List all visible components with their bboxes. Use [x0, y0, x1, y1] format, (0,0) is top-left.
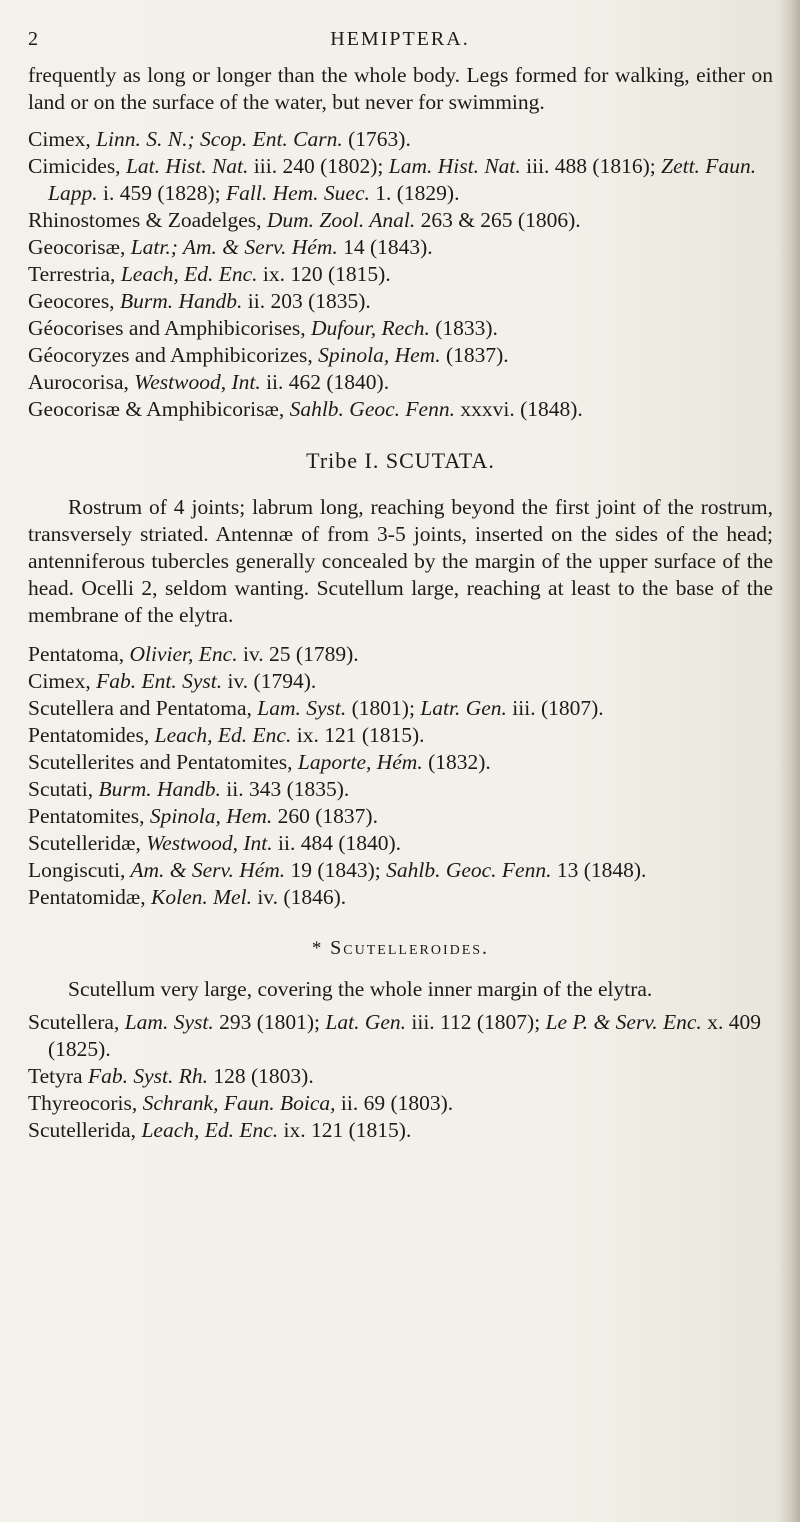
synonymy-citation: 1. (1829). [369, 181, 460, 205]
synonymy-taxon-name: Aurocorisa, [28, 370, 129, 394]
synonymy-reference: Lat. Hist. Nat. [120, 154, 249, 178]
synonymy-taxon-name: Cimex, [28, 127, 91, 151]
synonymy-taxon-name: Scutelleridæ, [28, 831, 141, 855]
synonymy-taxon-name: Géocoryzes and Amphibicorizes, [28, 343, 313, 367]
synonymy-citation: 293 (1801); [213, 1010, 326, 1034]
synonymy-citation: 263 & 265 (1806). [415, 208, 581, 232]
tribe-heading: Tribe I. SCUTATA. [306, 448, 495, 473]
synonymy-citation: iv. (1846). [251, 885, 347, 909]
synonymy-citation: ii. 203 (1835). [242, 289, 371, 313]
synonymy-reference: Sahlb. Geoc. Fenn. [284, 397, 455, 421]
synonymy-entry [28, 884, 773, 911]
synonymy-citation: (1832). [422, 750, 491, 774]
page-content [28, 62, 773, 1144]
synonymy-entry [28, 342, 773, 369]
synonymy-list-section [28, 1009, 773, 1144]
synonymy-entry [28, 830, 773, 857]
synonymy-citation: 14 (1843). [337, 235, 433, 259]
synonymy-reference: Latr.; Am. & Serv. Hém. [125, 235, 338, 259]
tribe-description: Rostrum of 4 joints; labrum long, reaching beyond the first joint of the rostrum, transversely striated. Antennæ of from 3-5 joints, inserted on the sides of the head; antenniferous tubercles generally concealed by the margin of the upper surface of the head. Ocelli 2, seldom wanting. Scutellum large, reaching at least to the base of the membrane of the elytra. [28, 495, 773, 627]
synonymy-reference: Westwood, Int. [140, 831, 273, 855]
synonymy-taxon-name: Geocorisæ, [28, 235, 126, 259]
synonymy-citation: 19 (1843); [285, 858, 387, 882]
synonymy-citation: ii. 484 (1840). [272, 831, 402, 855]
synonymy-reference: Schrank, Faun. Boica, [137, 1091, 336, 1115]
synonymy-taxon-name: Pentatomites, [28, 804, 145, 828]
synonymy-reference: Burm. Handb. [93, 777, 221, 801]
synonymy-list-tribe [28, 641, 773, 911]
synonymy-entry [28, 315, 773, 342]
synonymy-entry [28, 695, 773, 722]
synonymy-citation: (1763). [342, 127, 411, 151]
synonymy-citation: xxxvi. (1848). [454, 397, 583, 421]
synonymy-reference: Latr. Gen. [420, 696, 507, 720]
synonymy-reference: Lam. Hist. Nat. [388, 154, 521, 178]
synonymy-entry [28, 369, 773, 396]
synonymy-reference: Zett. Faun. Lapp. [48, 154, 757, 205]
synonymy-citation: iii. 240 (1802); [248, 154, 389, 178]
synonymy-reference: Leach, Ed. Enc. [136, 1118, 279, 1142]
synonymy-reference: Laporte, Hém. [292, 750, 423, 774]
synonymy-taxon-name: Scutellerida, [28, 1118, 137, 1142]
intro-paragraph: frequently as long or longer than the whole body. Legs formed for walking, either on land or on the surface of the water, but never for swimming. [28, 63, 773, 114]
synonymy-reference: Fab. Ent. Syst. [90, 669, 223, 693]
synonymy-taxon-name: Scutellerites and Pentatomites, [28, 750, 293, 774]
synonymy-entry [28, 722, 773, 749]
synonymy-reference: Spinola, Hem. [312, 343, 441, 367]
synonymy-entry [28, 857, 773, 884]
synonymy-reference: Westwood, Int. [128, 370, 261, 394]
synonymy-reference: Olivier, Enc. [124, 642, 238, 666]
synonymy-taxon-name: Geocores, [28, 289, 115, 313]
synonymy-reference: Am. & Serv. Hém. [125, 858, 286, 882]
synonymy-reference: Sahlb. Geoc. Fenn. [386, 858, 552, 882]
synonymy-entry [28, 1117, 773, 1144]
synonymy-citation: 260 (1837). [272, 804, 378, 828]
synonymy-entry [28, 153, 773, 207]
synonymy-entry [28, 207, 773, 234]
synonymy-reference: Kolen. Mel. [145, 885, 252, 909]
synonymy-taxon-name: Cimex, [28, 669, 91, 693]
synonymy-citation: x. 409 (1825). [48, 1010, 761, 1061]
synonymy-reference: Spinola, Hem. [144, 804, 273, 828]
synonymy-reference: Dum. Zool. Anal. [261, 208, 416, 232]
synonymy-citation: 128 (1803). [208, 1064, 314, 1088]
synonymy-taxon-name: Longiscuti, [28, 858, 126, 882]
synonymy-entry [28, 126, 773, 153]
synonymy-reference: Lam. Syst. [119, 1010, 214, 1034]
synonymy-citation: ii. 462 (1840). [260, 370, 390, 394]
synonymy-entry [28, 803, 773, 830]
section-marker: * [311, 938, 324, 959]
synonymy-entry [28, 641, 773, 668]
synonymy-entry [28, 749, 773, 776]
synonymy-taxon-name: Scutati, [28, 777, 94, 801]
synonymy-taxon-name: Tetyra [28, 1064, 83, 1088]
page-edge-shadow [778, 0, 800, 1522]
synonymy-citation: 13 (1848). [551, 858, 647, 882]
synonymy-citation: iv. 25 (1789). [237, 642, 359, 666]
synonymy-list-order [28, 126, 773, 423]
synonymy-taxon-name: Rhinostomes & Zoadelges, [28, 208, 262, 232]
section-description: Scutellum very large, covering the whole inner margin of the elytra. [68, 977, 653, 1001]
synonymy-citation: ix. 120 (1815). [257, 262, 391, 286]
synonymy-reference: Burm. Handb. [114, 289, 243, 313]
synonymy-citation: iv. (1794). [222, 669, 317, 693]
running-title: HEMIPTERA. [330, 28, 470, 50]
synonymy-entry [28, 668, 773, 695]
synonymy-entry [28, 288, 773, 315]
synonymy-citation: (1837). [440, 343, 509, 367]
synonymy-citation: ii. 343 (1835). [220, 777, 350, 801]
synonymy-reference: Fab. Syst. Rh. [82, 1064, 209, 1088]
synonymy-reference: Le P. & Serv. Enc. [545, 1010, 702, 1034]
synonymy-citation: ii. 69 (1803). [335, 1091, 454, 1115]
synonymy-entry [28, 776, 773, 803]
synonymy-citation: iii. (1807). [506, 696, 604, 720]
page-number: 2 [28, 28, 38, 50]
synonymy-taxon-name: Pentatoma, [28, 642, 125, 666]
synonymy-taxon-name: Cimicides, [28, 154, 121, 178]
synonymy-citation: ix. 121 (1815). [291, 723, 425, 747]
synonymy-entry [28, 396, 773, 423]
synonymy-citation: iii. 112 (1807); [406, 1010, 546, 1034]
synonymy-entry [28, 1090, 773, 1117]
synonymy-citation: (1833). [429, 316, 498, 340]
synonymy-taxon-name: Scutellera, [28, 1010, 120, 1034]
synonymy-taxon-name: Terrestria, [28, 262, 116, 286]
synonymy-citation: i. 459 (1828); [97, 181, 226, 205]
synonymy-taxon-name: Geocorisæ & Amphibicorisæ, [28, 397, 285, 421]
section-heading [28, 935, 773, 962]
synonymy-citation: iii. 488 (1816); [520, 154, 662, 178]
section-title: Scutelleroides. [330, 937, 490, 959]
synonymy-reference: Dufour, Rech. [305, 316, 430, 340]
synonymy-reference: Leach, Ed. Enc. [115, 262, 258, 286]
synonymy-taxon-name: Géocorises and Amphibicorises, [28, 316, 306, 340]
page-header [0, 14, 800, 54]
synonymy-taxon-name: Thyreocoris, [28, 1091, 138, 1115]
synonymy-reference: Leach, Ed. Enc. [149, 723, 292, 747]
synonymy-entry [28, 234, 773, 261]
synonymy-taxon-name: Scutellera and Pentatoma, [28, 696, 252, 720]
synonymy-reference: Lat. Gen. [325, 1010, 407, 1034]
synonymy-citation: ix. 121 (1815). [278, 1118, 412, 1142]
synonymy-entry [28, 1009, 773, 1063]
synonymy-taxon-name: Pentatomidæ, [28, 885, 146, 909]
synonymy-reference: Linn. S. N.; Scop. Ent. Carn. [90, 127, 343, 151]
synonymy-reference: Fall. Hem. Suec. [226, 181, 370, 205]
synonymy-taxon-name: Pentatomides, [28, 723, 150, 747]
synonymy-entry [28, 261, 773, 288]
synonymy-citation: (1801); [346, 696, 421, 720]
synonymy-reference: Lam. Syst. [251, 696, 347, 720]
synonymy-entry [28, 1063, 773, 1090]
